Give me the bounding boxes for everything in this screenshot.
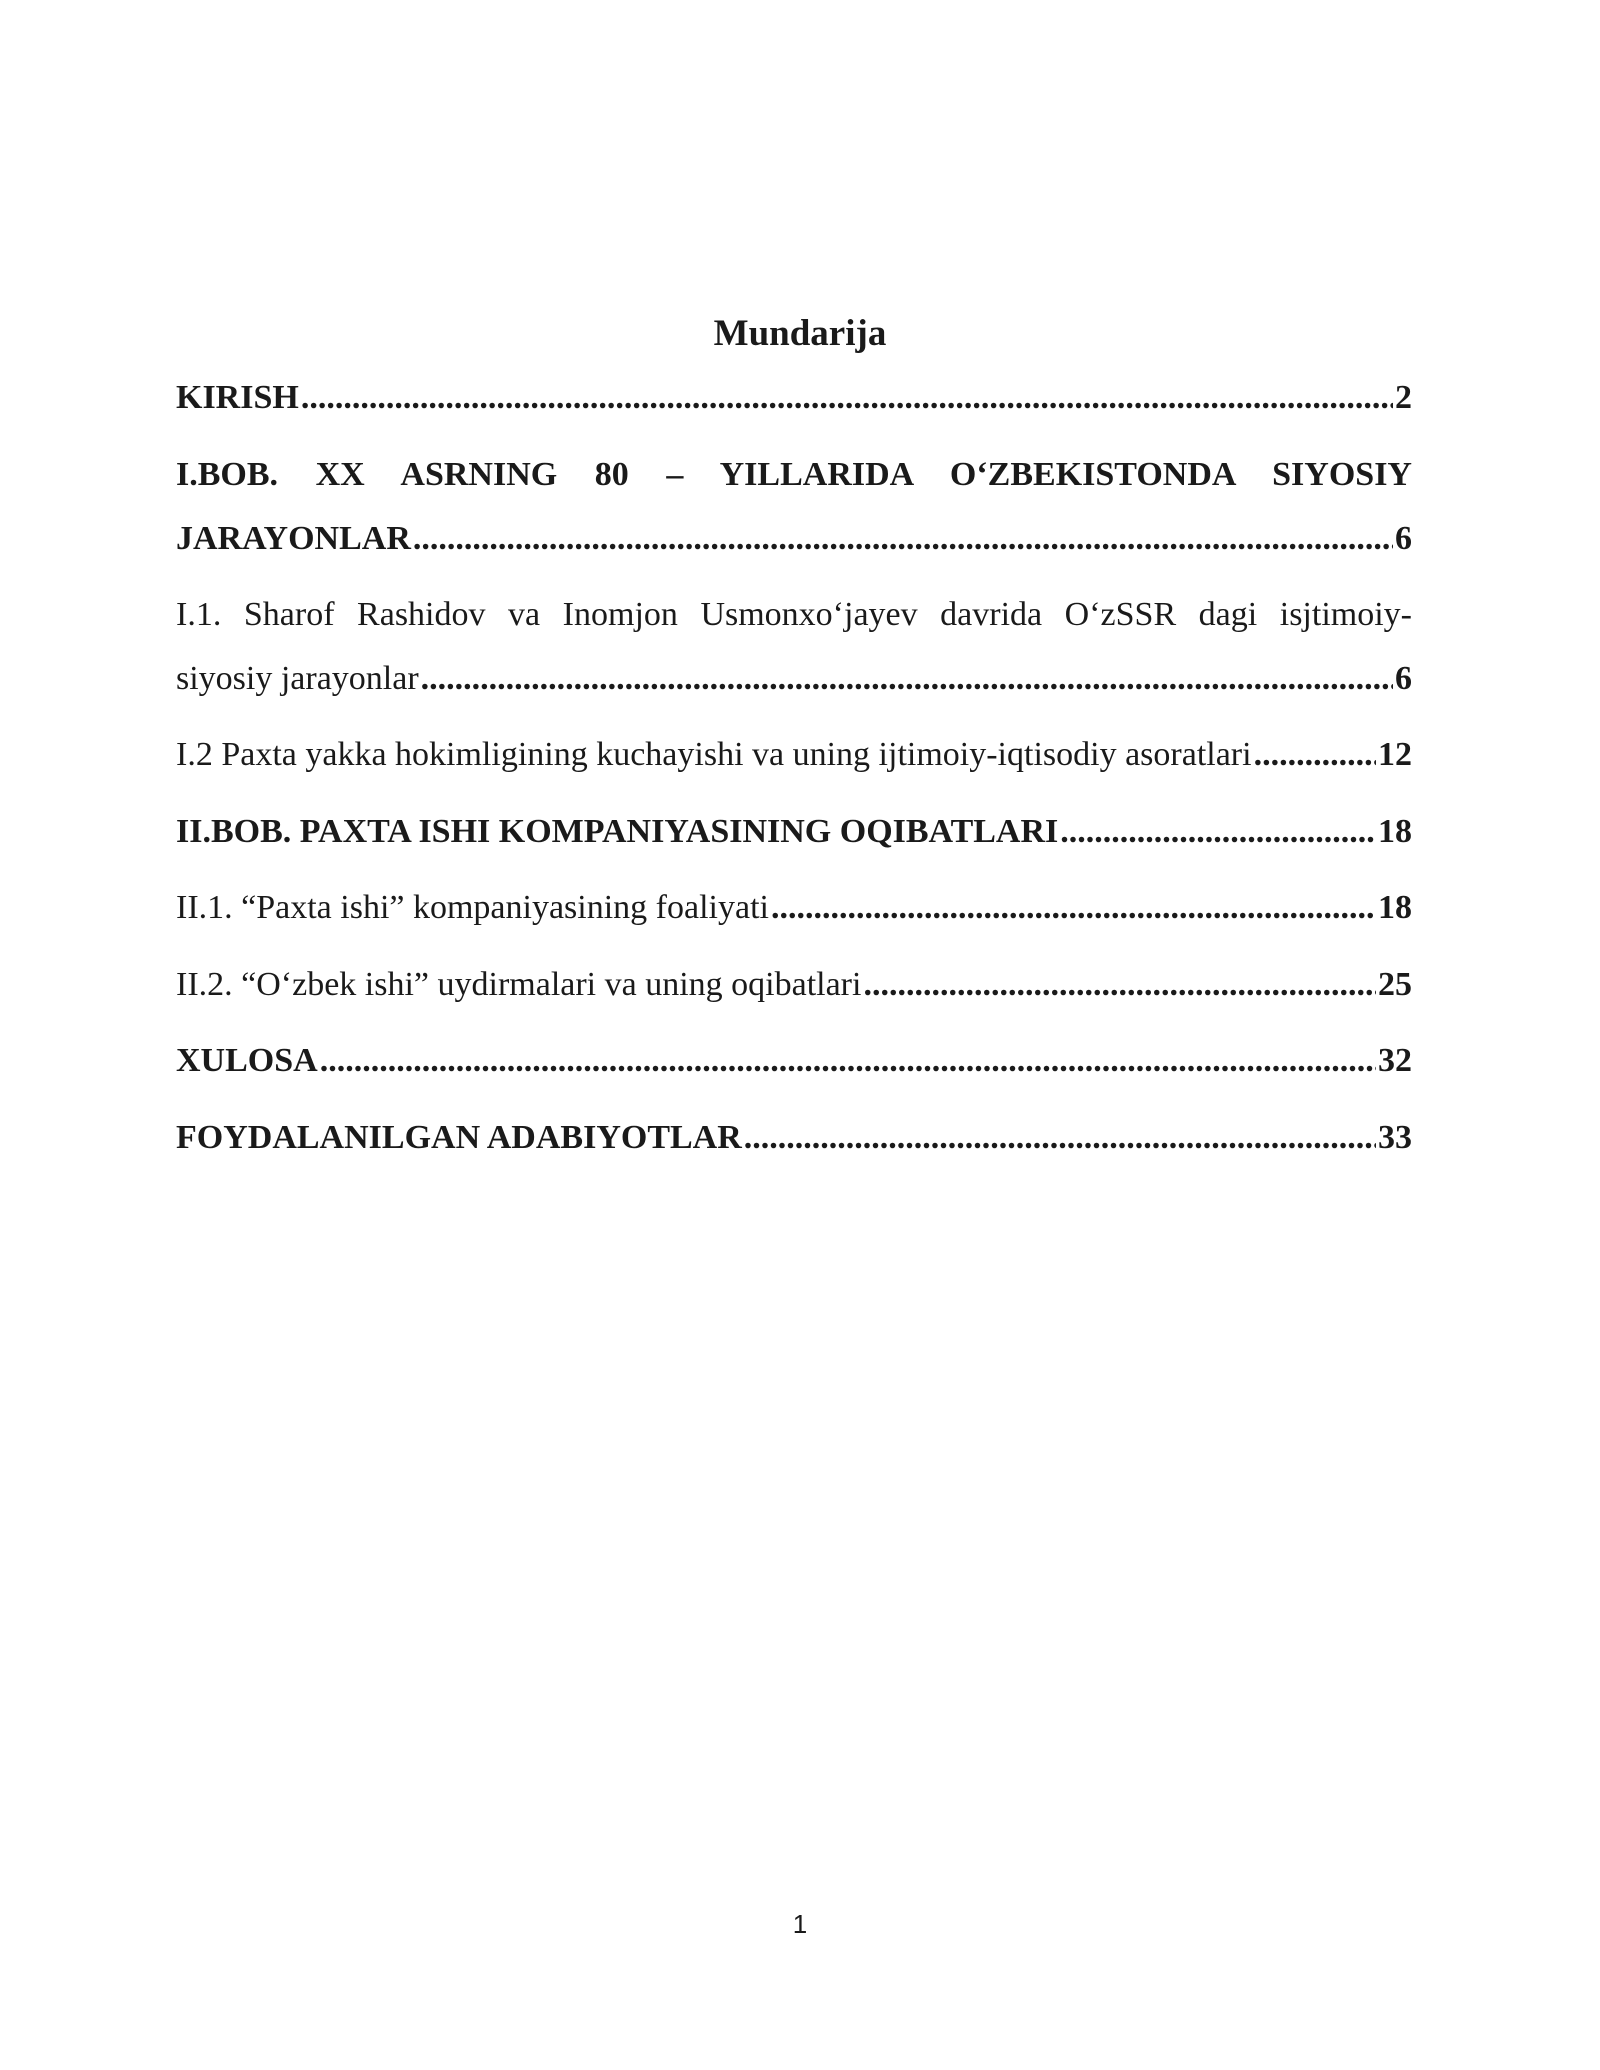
toc-entry-text-continued: JARAYONLAR	[176, 520, 411, 557]
dot-leader	[413, 507, 1393, 571]
toc-page-number: 33	[1378, 1119, 1412, 1156]
toc-entry-text: I.2 Paxta yakka hokimligining kuchayishi va uning ijtimoiy-iqtisodiy asoratlari	[176, 736, 1252, 773]
toc-entry-text: II.BOB. PAXTA ISHI KOMPANIYASINING OQIBATLARI	[176, 813, 1059, 850]
toc-entry-xulosa[interactable]	[176, 1029, 1412, 1093]
toc-title: Mundarija	[713, 313, 887, 354]
toc-entry-text: FOYDALANILGAN ADABIYOTLAR	[176, 1119, 742, 1156]
toc-entry-text-continued: siyosiy jarayonlar	[176, 660, 419, 697]
toc-page-number: 6	[1395, 660, 1412, 697]
dot-leader	[301, 366, 1393, 430]
toc-entry-bibliography[interactable]	[176, 1106, 1412, 1170]
dot-leader	[771, 876, 1376, 940]
toc-page-number: 32	[1378, 1042, 1412, 1079]
toc-entry-chapter-2[interactable]	[176, 800, 1412, 864]
toc-page-number: 18	[1378, 889, 1412, 926]
dot-leader	[1060, 800, 1376, 864]
dot-leader	[320, 1029, 1376, 1093]
toc-entry-text: II.2. “O‘zbek ishi” uydirmalari va uning oqibatlari	[176, 966, 862, 1003]
toc-entry-chapter-1[interactable]	[176, 443, 1412, 571]
dot-leader	[863, 953, 1376, 1017]
dot-leader	[421, 647, 1393, 711]
toc-entry-text: II.1. “Paxta ishi” kompaniyasining foaliyati	[176, 889, 769, 926]
toc-entry-text: XULOSA	[176, 1042, 318, 1079]
toc-page-number: 25	[1378, 966, 1412, 1003]
page-number: 1	[792, 1909, 808, 1939]
toc-page-number: 12	[1378, 736, 1412, 773]
toc-entry-text: I.BOB. XX ASRNING 80 – YILLARIDA O‘ZBEKISTONDA SIYOSIY	[176, 456, 1412, 493]
toc-entry-section-2-2[interactable]	[176, 953, 1412, 1017]
toc-entry-section-1-1[interactable]	[176, 583, 1412, 711]
toc-entry-text: KIRISH	[176, 379, 299, 416]
toc-page-number: 2	[1395, 379, 1412, 416]
toc-entry-text: I.1. Sharof Rashidov va Inomjon Usmonxo‘jayev davrida O‘zSSR dagi isjtimoiy-	[176, 596, 1412, 633]
toc-entry-kirish[interactable]	[176, 366, 1412, 430]
dot-leader	[744, 1106, 1376, 1170]
toc-page-number: 18	[1378, 813, 1412, 850]
toc-page-number: 6	[1395, 520, 1412, 557]
dot-leader	[1254, 723, 1376, 787]
toc-entry-section-1-2[interactable]	[176, 723, 1412, 787]
toc-entry-section-2-1[interactable]	[176, 876, 1412, 940]
